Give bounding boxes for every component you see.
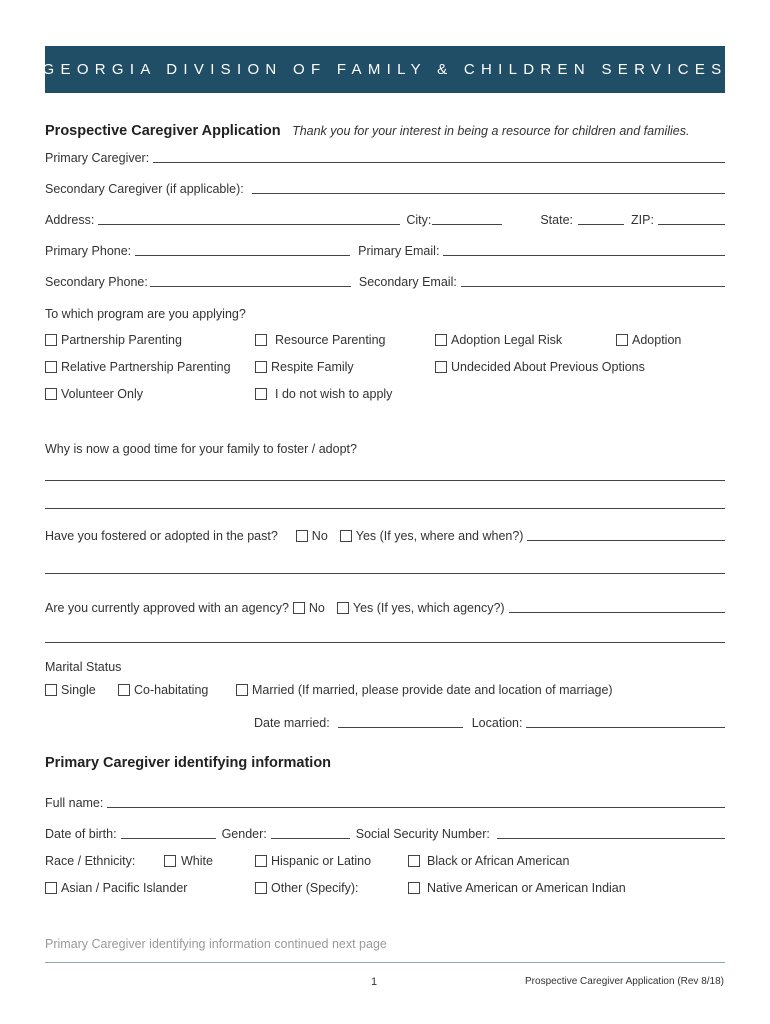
fostered-row bbox=[45, 529, 725, 543]
primary-caregiver-label: Primary Caregiver: bbox=[45, 151, 150, 165]
fostered-no-option[interactable]: No bbox=[296, 529, 328, 543]
form-revision: Prospective Caregiver Application (Rev 8/18) bbox=[525, 976, 724, 987]
checkbox[interactable] bbox=[255, 882, 267, 894]
secondary-caregiver-row bbox=[45, 182, 725, 196]
secondary-email-field[interactable] bbox=[461, 286, 725, 287]
agency-banner bbox=[42, 46, 728, 93]
checkbox[interactable] bbox=[255, 388, 267, 400]
why-question: Why is now a good time for your family to foster / adopt? bbox=[45, 442, 357, 456]
checkbox[interactable] bbox=[255, 855, 267, 867]
agency-question: Are you currently approved with an agency? bbox=[45, 601, 289, 615]
checkbox[interactable] bbox=[408, 882, 420, 894]
checkbox[interactable] bbox=[435, 334, 447, 346]
state-label: State: bbox=[540, 213, 574, 227]
fostered-yes-option[interactable]: Yes (If yes, where and when?) bbox=[340, 529, 524, 543]
gender-field[interactable] bbox=[271, 838, 350, 839]
full-name-field[interactable] bbox=[107, 807, 725, 808]
race-white-option[interactable]: White bbox=[164, 854, 213, 868]
city-label: City: bbox=[406, 213, 432, 227]
program-question: To which program are you applying? bbox=[45, 307, 246, 321]
checkbox[interactable] bbox=[236, 684, 248, 696]
checkbox[interactable] bbox=[164, 855, 176, 867]
identifying-heading: Primary Caregiver identifying information bbox=[45, 755, 332, 771]
checkbox[interactable] bbox=[337, 602, 349, 614]
option-relative-partnership-parenting[interactable]: Relative Partnership Parenting bbox=[45, 360, 231, 374]
agency-row bbox=[45, 601, 725, 615]
option-do-not-apply[interactable]: I do not wish to apply bbox=[255, 387, 392, 401]
city-field[interactable] bbox=[432, 224, 502, 225]
gender-label: Gender: bbox=[221, 827, 267, 841]
checkbox[interactable] bbox=[255, 334, 267, 346]
primary-contact-row bbox=[45, 244, 725, 258]
marriage-details-row bbox=[254, 716, 725, 730]
agency-no-option[interactable]: No bbox=[293, 601, 325, 615]
option-partnership-parenting[interactable]: Partnership Parenting bbox=[45, 333, 182, 347]
fostered-question: Have you fostered or adopted in the past? bbox=[45, 529, 278, 543]
date-married-field[interactable] bbox=[338, 727, 463, 728]
checkbox[interactable] bbox=[45, 334, 57, 346]
ssn-label: Social Security Number: bbox=[355, 827, 490, 841]
option-adoption[interactable]: Adoption bbox=[616, 333, 681, 347]
primary-email-label: Primary Email: bbox=[358, 244, 440, 258]
fostered-answer-line[interactable] bbox=[45, 573, 725, 574]
primary-caregiver-field[interactable] bbox=[153, 162, 725, 163]
option-volunteer-only[interactable]: Volunteer Only bbox=[45, 387, 143, 401]
checkbox[interactable] bbox=[296, 530, 308, 542]
checkbox[interactable] bbox=[45, 882, 57, 894]
marital-single-option[interactable]: Single bbox=[45, 683, 96, 697]
checkbox[interactable] bbox=[45, 388, 57, 400]
option-respite-family[interactable]: Respite Family bbox=[255, 360, 354, 374]
race-native-american-option[interactable]: Native American or American Indian bbox=[408, 881, 626, 895]
primary-phone-label: Primary Phone: bbox=[45, 244, 132, 258]
why-answer-line-2[interactable] bbox=[45, 508, 725, 509]
form-title: Prospective Caregiver Application bbox=[45, 123, 281, 139]
zip-field[interactable] bbox=[658, 224, 725, 225]
state-field[interactable] bbox=[578, 224, 624, 225]
marriage-location-field[interactable] bbox=[526, 727, 725, 728]
race-asian-option[interactable]: Asian / Pacific Islander bbox=[45, 881, 187, 895]
why-answer-line-1[interactable] bbox=[45, 480, 725, 481]
option-undecided[interactable]: Undecided About Previous Options bbox=[435, 360, 645, 374]
marital-status-label: Marital Status bbox=[45, 660, 122, 674]
form-header bbox=[45, 123, 690, 139]
fostered-details-field[interactable] bbox=[527, 540, 725, 541]
marital-cohabitating-option[interactable]: Co-habitating bbox=[118, 683, 208, 697]
primary-caregiver-row bbox=[45, 151, 725, 165]
page-number: 1 bbox=[371, 976, 378, 988]
marriage-location-label: Location: bbox=[471, 716, 523, 730]
continued-note: Primary Caregiver identifying information continued next page bbox=[45, 937, 387, 951]
full-name-label: Full name: bbox=[45, 796, 104, 810]
checkbox[interactable] bbox=[408, 855, 420, 867]
ssn-field[interactable] bbox=[497, 838, 725, 839]
address-row bbox=[45, 213, 725, 227]
race-label: Race / Ethnicity: bbox=[45, 854, 136, 868]
dob-field[interactable] bbox=[121, 838, 216, 839]
form-tagline: Thank you for your interest in being a resource for children and families. bbox=[292, 124, 690, 138]
option-adoption-legal-risk[interactable]: Adoption Legal Risk bbox=[435, 333, 562, 347]
dob-gender-ssn-row bbox=[45, 827, 725, 841]
primary-email-field[interactable] bbox=[443, 255, 725, 256]
checkbox[interactable] bbox=[118, 684, 130, 696]
checkbox[interactable] bbox=[45, 684, 57, 696]
agency-name: GEORGIA DIVISION OF FAMILY & CHILDREN SERVICES bbox=[42, 61, 728, 78]
secondary-contact-row bbox=[45, 275, 725, 289]
agency-answer-line[interactable] bbox=[45, 642, 725, 643]
address-label: Address: bbox=[45, 213, 95, 227]
secondary-phone-field[interactable] bbox=[150, 286, 351, 287]
secondary-caregiver-label: Secondary Caregiver (if applicable): bbox=[45, 182, 244, 196]
option-resource-parenting[interactable]: Resource Parenting bbox=[255, 333, 385, 347]
date-married-label: Date married: bbox=[254, 716, 330, 730]
checkbox[interactable] bbox=[293, 602, 305, 614]
checkbox[interactable] bbox=[435, 361, 447, 373]
checkbox[interactable] bbox=[340, 530, 352, 542]
dob-label: Date of birth: bbox=[45, 827, 117, 841]
footer-divider bbox=[45, 962, 725, 963]
full-name-row bbox=[45, 796, 725, 810]
zip-label: ZIP: bbox=[631, 213, 654, 227]
address-field[interactable] bbox=[98, 224, 400, 225]
race-other-option[interactable]: Other (Specify): bbox=[255, 881, 359, 895]
checkbox[interactable] bbox=[255, 361, 267, 373]
agency-yes-option[interactable]: Yes (If yes, which agency?) bbox=[337, 601, 505, 615]
race-hispanic-option[interactable]: Hispanic or Latino bbox=[255, 854, 371, 868]
agency-details-field[interactable] bbox=[509, 612, 725, 613]
race-black-option[interactable]: Black or African American bbox=[408, 854, 569, 868]
marital-married-option[interactable]: Married (If married, please provide date and location of marriage) bbox=[236, 683, 613, 697]
secondary-email-label: Secondary Email: bbox=[358, 275, 457, 289]
secondary-phone-label: Secondary Phone: bbox=[45, 275, 148, 289]
secondary-caregiver-field[interactable] bbox=[252, 193, 725, 194]
checkbox[interactable] bbox=[45, 361, 57, 373]
primary-phone-field[interactable] bbox=[135, 255, 350, 256]
checkbox[interactable] bbox=[616, 334, 628, 346]
